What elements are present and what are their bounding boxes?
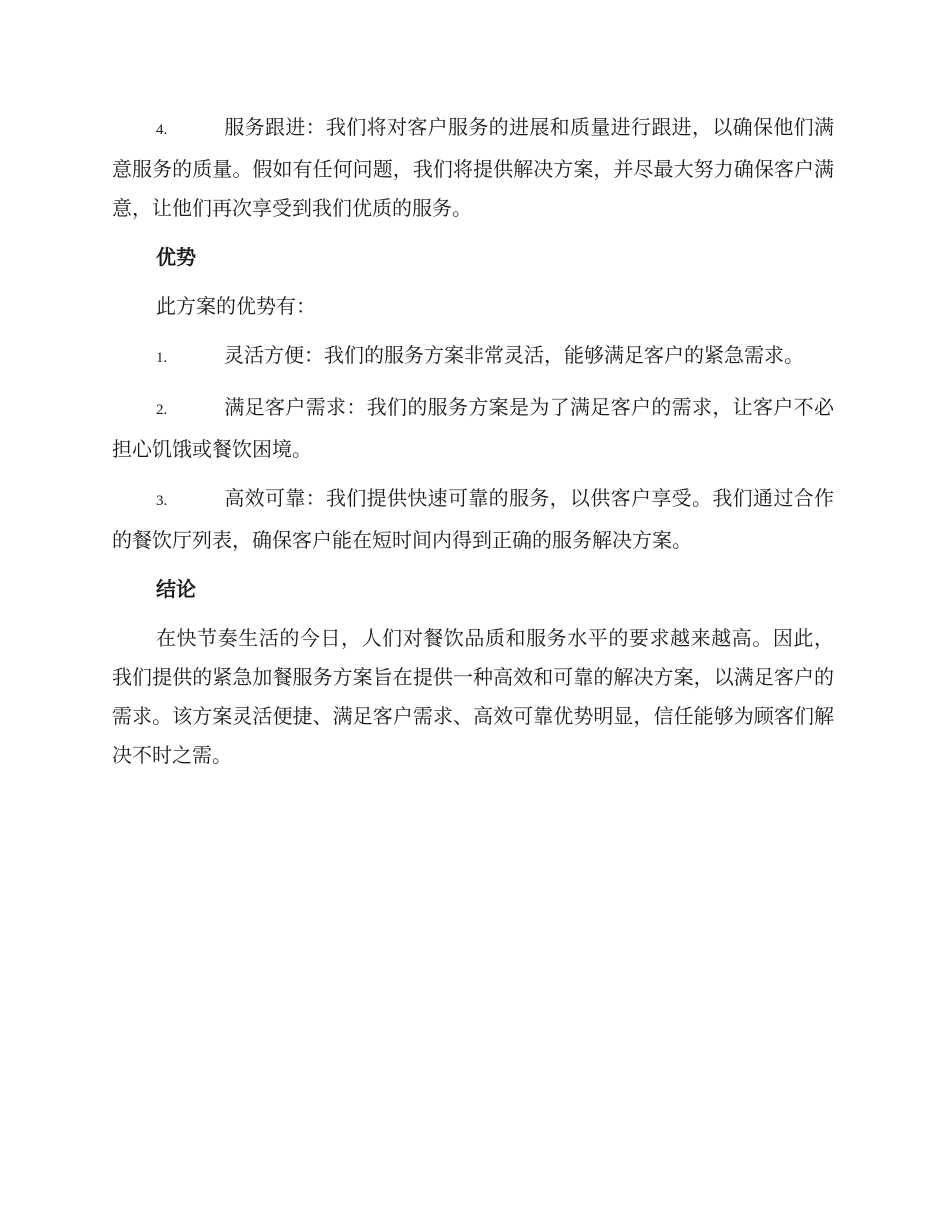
list-item-text: 满足客户需求：我们的服务方案是为了满足客户的需求，让客户不必担心饥饿或餐饮困境。 <box>112 395 834 461</box>
section-heading-advantages: 优势 <box>156 245 196 269</box>
list-item-text: 服务跟进：我们将对客户服务的进展和质量进行跟进，以确保他们满意服务的质量。假如有任何问题，我们将提供解决方案，并尽最大努力确保客户满意，让他们再次享受到我们优质的服务。 <box>112 115 834 220</box>
list-item-text: 高效可靠：我们提供快速可靠的服务，以供客户享受。我们通过合作的餐饮厅列表，确保客户能在短时间内得到正确的服务解决方案。 <box>112 486 834 552</box>
conclusion-paragraph: 在快节奏生活的今日，人们对餐饮品质和服务水平的要求越来越高。因此，我们提供的紧急加餐服务方案旨在提供一种高效和可靠的解决方案，以满足客户的需求。该方案灵活便捷、满足客户需求、高效可靠优势明显，信任能够为顾客们解决不时之需。 <box>112 626 834 767</box>
list-item-text: 灵活方便：我们的服务方案非常灵活，能够满足客户的紧急需求。 <box>224 343 804 367</box>
list-item-number: 1. <box>156 350 168 366</box>
list-item-advantage-2 <box>112 388 834 469</box>
list-item-number: 3. <box>156 493 168 509</box>
list-item-advantage-3 <box>112 479 834 560</box>
section-heading-conclusion: 结论 <box>156 577 196 601</box>
document-body <box>112 108 834 785</box>
list-item-service-followup <box>112 108 834 228</box>
advantages-intro: 此方案的优势有： <box>156 294 316 318</box>
list-item-advantage-1 <box>112 336 834 378</box>
list-item-number: 4. <box>156 122 168 138</box>
list-item-number: 2. <box>156 402 168 418</box>
